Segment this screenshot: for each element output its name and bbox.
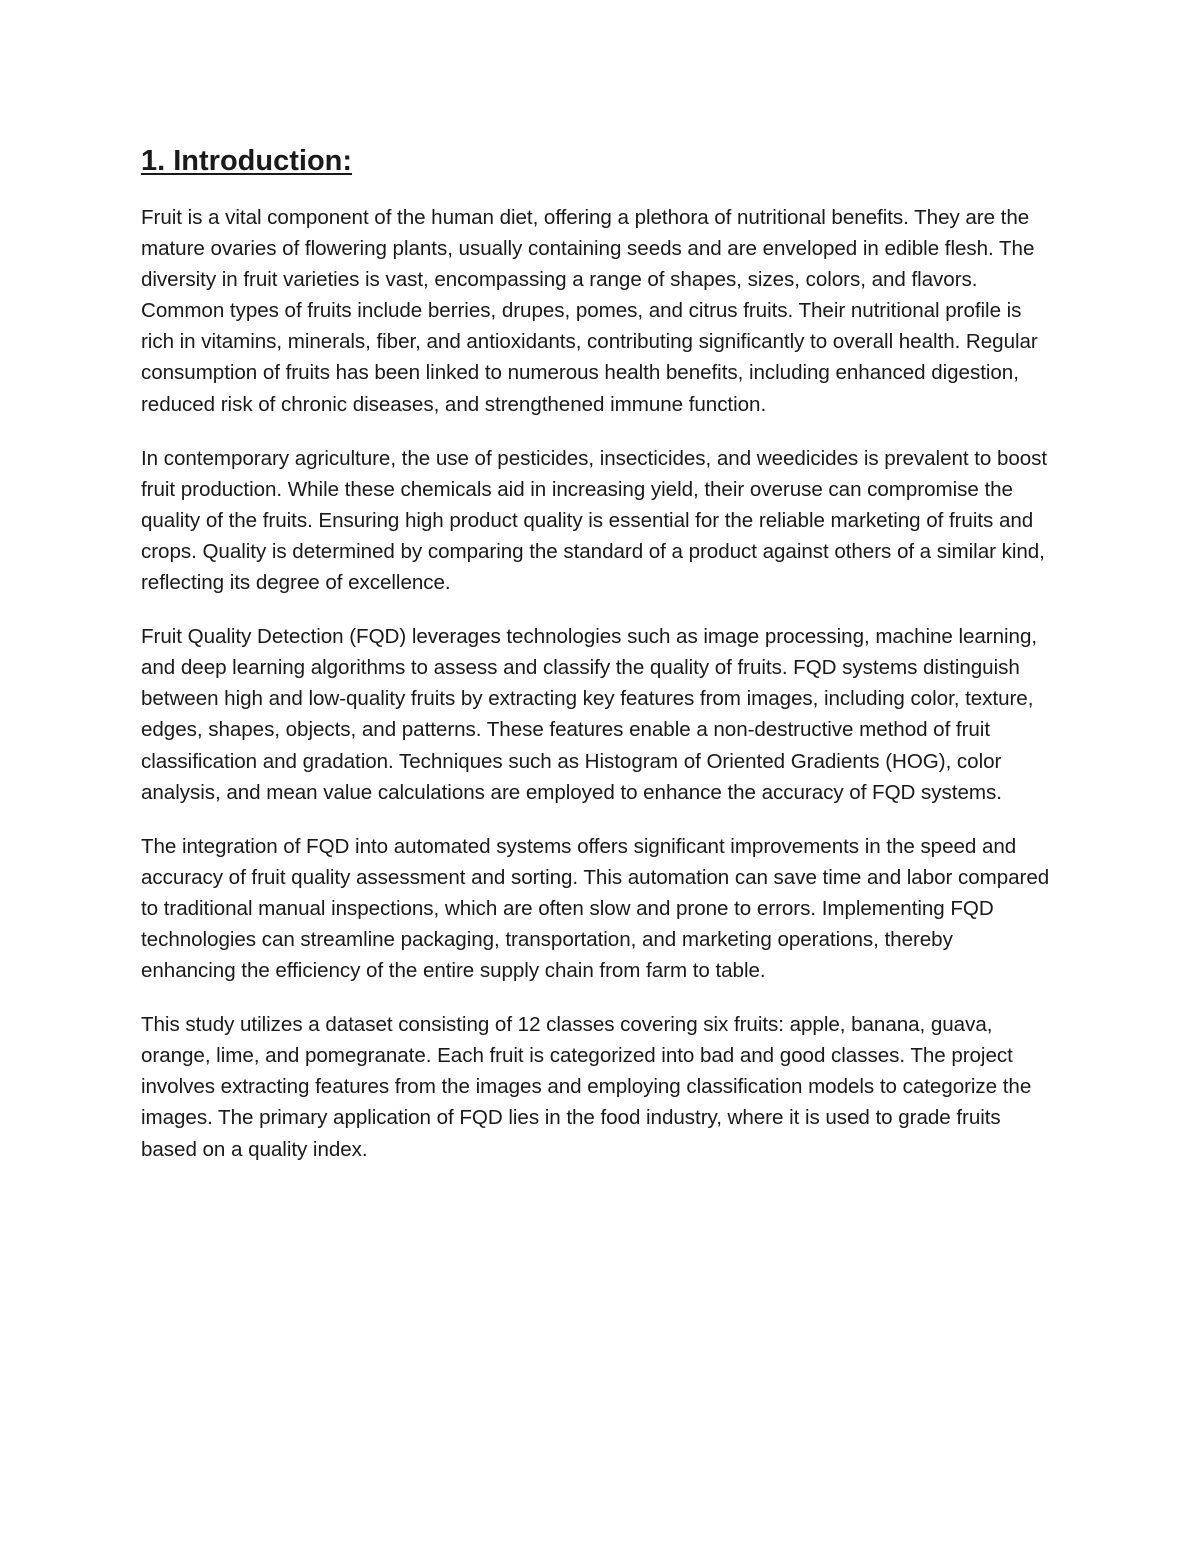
paragraph-fqd-automation: The integration of FQD into automated systems offers significant improvements in the speed and accuracy of fruit quality assessment and sorting. This automation can save time and labor compared to traditional manual inspections, which are often slow and prone to errors. Implementing FQD technologies can streamline packaging, transportation, and marketing operations, thereby enhancing the efficiency of the entire supply chain from farm to table. xyxy=(141,834,1050,983)
paragraph-fruit-overview: Fruit is a vital component of the human diet, offering a plethora of nutritional benefits. They are the mature ovaries of flowering plants, usually containing seeds and are enveloped in edible flesh. The diversity in fruit varieties is vast, encompassing a range of shapes, sizes, colors, and flavors. Common types of fruits include berries, drupes, pomes, and citrus fruits. Their nutritional profile is rich in vitamins, minerals, fiber, and antioxidants, contributing significantly to overall health. Regular consumption of fruits has been linked to numerous health benefits, including enhanced digestion, reduced risk of chronic diseases, and strengthened immune function. xyxy=(141,206,1038,416)
paragraph-study-dataset: This study utilizes a dataset consisting of 12 classes covering six fruits: apple, banana, guava, orange, lime, and pomegranate. Each fruit is categorized into bad and good classes. The project involves extracting features from the images and employing classification models to categorize the images. The primary application of FQD lies in the food industry, where it is used to grade fruits based on a quality index. xyxy=(141,1013,1032,1161)
document-page xyxy=(141,140,1051,1188)
section-heading: 1. Introduction: xyxy=(141,145,353,177)
paragraph-agriculture-quality: In contemporary agriculture, the use of pesticides, insecticides, and weedicides is prevalent to boost fruit production. While these chemicals aid in increasing yield, their overuse can compromise the quality of the fruits. Ensuring high product quality is essential for the reliable marketing of fruits and crops. Quality is determined by comparing the standard of a product against others of a similar kind, reflecting its degree of excellence. xyxy=(141,446,1048,595)
paragraph-fqd-technology: Fruit Quality Detection (FQD) leverages technologies such as image processing, machine learning, and deep learning algorithms to assess and classify the quality of fruits. FQD systems distinguish between high and low-quality fruits by extracting key features from images, including color, texture, edges, shapes, objects, and patterns. These features enable a non-destructive method of fruit classification and gradation. Techniques such as Histogram of Oriented Gradients (HOG), color analysis, and mean value calculations are employed to enhance the accuracy of FQD systems. xyxy=(141,625,1038,804)
